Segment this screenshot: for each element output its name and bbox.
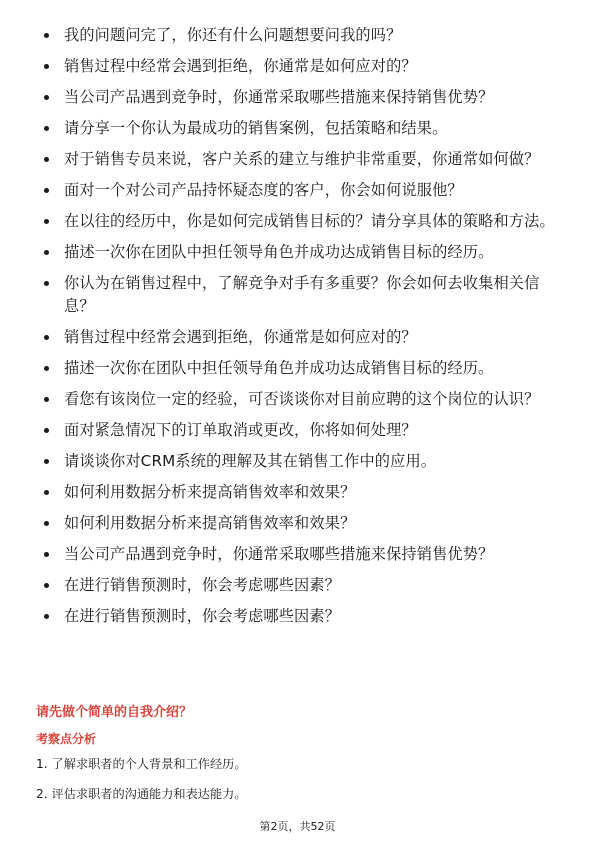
list-item: 当公司产品遇到竞争时，你通常采取哪些措施来保持销售优势？ <box>44 86 564 109</box>
list-item: 面对紧急情况下的订单取消或更改，你将如何处理？ <box>44 419 564 442</box>
analysis-point: 1. 了解求职者的个人背景和工作经历。 <box>36 757 247 771</box>
list-item: 如何利用数据分析来提高销售效率和效果？ <box>44 481 564 504</box>
list-item: 请分享一个你认为最成功的销售案例，包括策略和结果。 <box>44 117 564 140</box>
analysis-points <box>36 756 247 816</box>
list-item: 在进行销售预测时，你会考虑哪些因素？ <box>44 605 564 628</box>
list-item: 我的问题问完了，你还有什么问题想要问我的吗？ <box>44 24 564 47</box>
list-item: 看您有该岗位一定的经验，可否谈谈你对目前应聘的这个岗位的认识？ <box>44 388 564 411</box>
question-list <box>44 24 564 636</box>
page-number: 第2页，共52页 <box>259 820 336 833</box>
analysis-heading: 考察点分析 <box>36 732 97 746</box>
question-title: 请先做个简单的自我介绍？ <box>36 705 193 720</box>
list-item: 销售过程中经常会遇到拒绝，你通常是如何应对的？ <box>44 55 564 78</box>
list-item: 如何利用数据分析来提高销售效率和效果？ <box>44 512 564 535</box>
list-item: 销售过程中经常会遇到拒绝，你通常是如何应对的？ <box>44 326 564 349</box>
analysis-point: 2. 评估求职者的沟通能力和表达能力。 <box>36 787 247 801</box>
list-item: 当公司产品遇到竞争时，你通常采取哪些措施来保持销售优势？ <box>44 543 564 566</box>
list-item: 面对一个对公司产品持怀疑态度的客户，你会如何说服他？ <box>44 179 564 202</box>
list-item: 你认为在销售过程中，了解竞争对手有多重要？你会如何去收集相关信息？ <box>44 272 564 317</box>
list-item: 描述一次你在团队中担任领导角色并成功达成销售目标的经历。 <box>44 357 564 380</box>
list-item: 对于销售专员来说，客户关系的建立与维护非常重要，你通常如何做？ <box>44 148 564 171</box>
list-item: 在进行销售预测时，你会考虑哪些因素？ <box>44 574 564 597</box>
list-item: 请谈谈你对CRM系统的理解及其在销售工作中的应用。 <box>44 450 564 473</box>
list-item: 在以往的经历中，你是如何完成销售目标的？请分享具体的策略和方法。 <box>44 210 564 233</box>
list-item: 描述一次你在团队中担任领导角色并成功达成销售目标的经历。 <box>44 241 564 264</box>
